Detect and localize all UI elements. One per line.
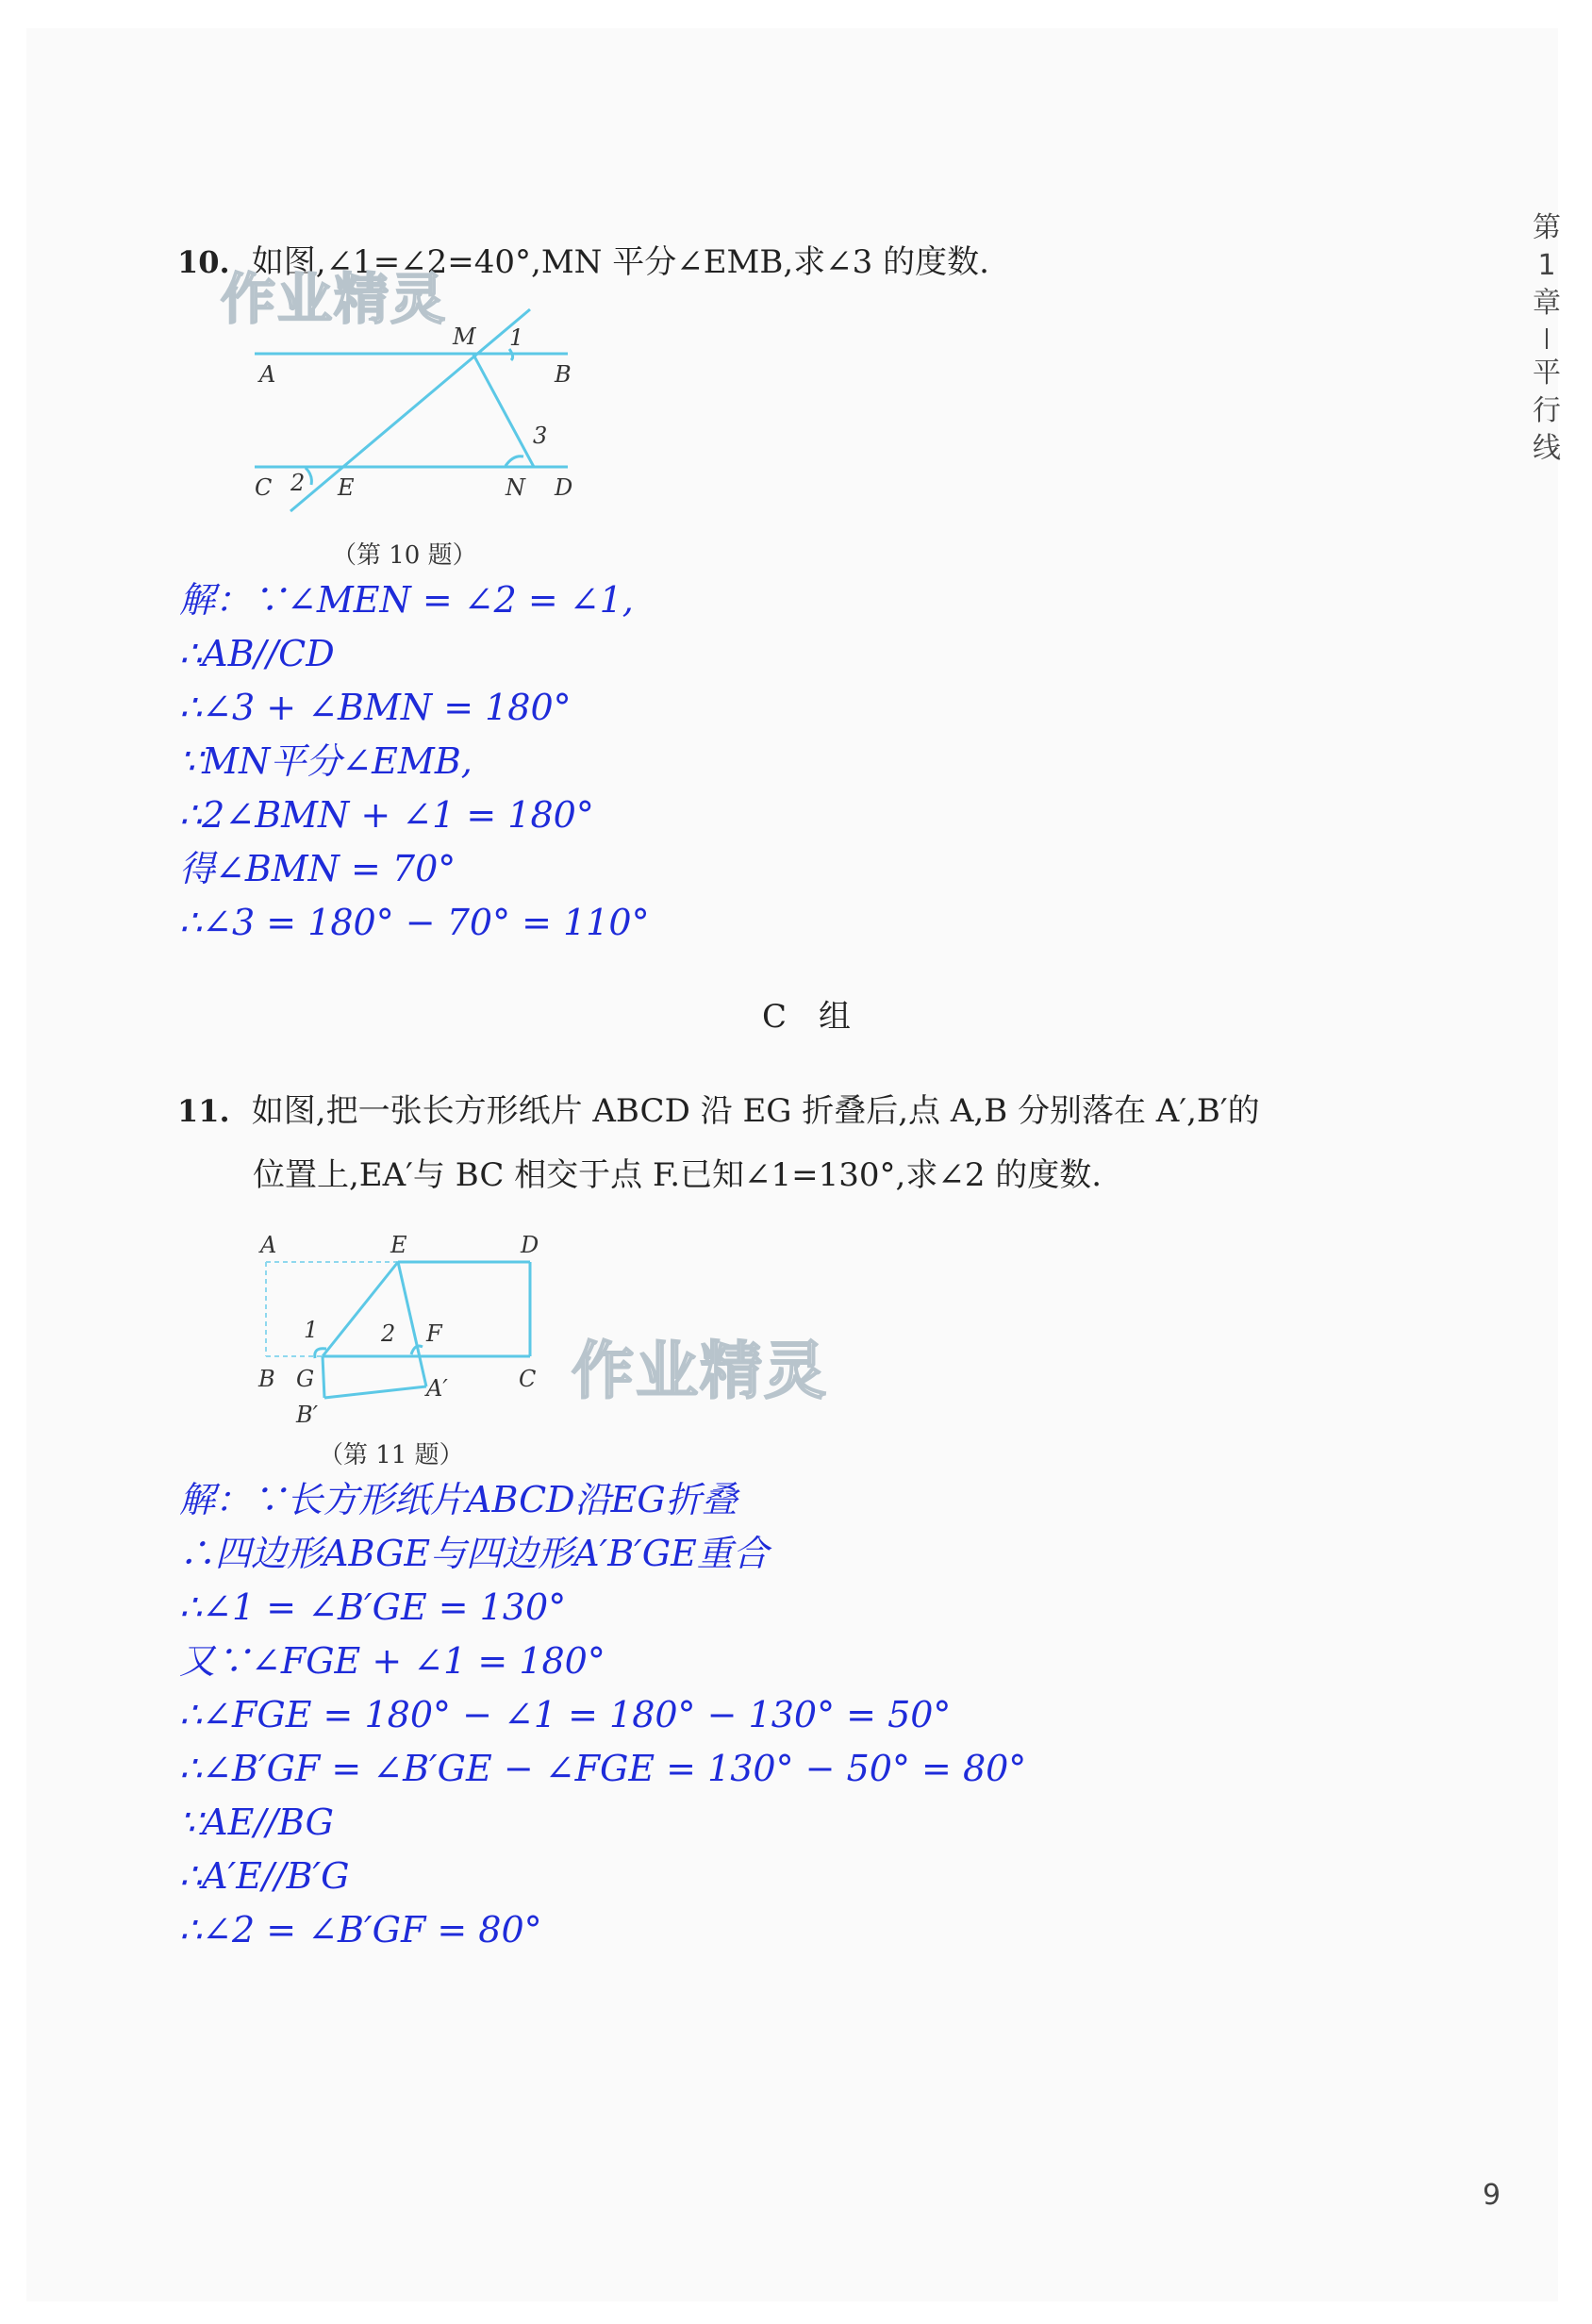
side-tab-title: 平 (1533, 357, 1561, 390)
solution-10 (179, 573, 650, 950)
figure-caption: （第 11 题） (319, 1441, 464, 1469)
label-b: B (555, 361, 572, 388)
label-d: D (555, 474, 573, 501)
page-number: 9 (1483, 2179, 1501, 2212)
figure-10 (226, 302, 604, 519)
solution-line: ∴∠2 = ∠B′GF = 80° (179, 1909, 542, 1950)
segment-mn (473, 355, 534, 467)
side-tab-title: 线 (1533, 432, 1561, 465)
group-title: C 组 (762, 998, 852, 1036)
label-d: D (521, 1232, 539, 1258)
label-n: N (506, 474, 525, 501)
line-b-prime-g (323, 1356, 324, 1398)
solution-line: ∴∠3 = 180° − 70° = 110° (179, 902, 650, 943)
side-tab-number: 1 (1537, 249, 1556, 282)
side-tab-title: 行 (1533, 394, 1561, 427)
label-c: C (255, 474, 273, 501)
label-b-prime: B′ (296, 1402, 319, 1428)
label-angle-2: 2 (381, 1320, 396, 1347)
watermark: 作业精灵 (572, 1335, 828, 1407)
solution-11 (179, 1473, 1026, 1957)
label-e: E (338, 474, 355, 501)
question-text-line2: 位置上,EA′与 BC 相交于点 F.已知∠1=130°,求∠2 的度数. (253, 1156, 1103, 1194)
transversal-em (290, 309, 530, 511)
solution-line: ∴四边形ABGE与四边形A′B′GE重合 (179, 1533, 769, 1574)
solution-line: ∴∠1 = ∠B′GE = 130° (179, 1586, 567, 1628)
label-angle-1: 1 (304, 1317, 319, 1343)
solution-line: 得∠BMN = 70° (179, 848, 456, 889)
label-a-prime: A′ (426, 1375, 448, 1402)
side-tab-char: 章 (1533, 287, 1561, 320)
line-ea-prime (398, 1262, 426, 1386)
solution-line: 又∵∠FGE + ∠1 = 180° (179, 1640, 605, 1682)
solution-line: ∴AB//CD (179, 633, 335, 674)
question-11 (177, 1085, 1260, 1131)
label-g: G (296, 1366, 315, 1392)
solution-line: ∴∠B′GF = ∠B′GE − ∠FGE = 130° − 50° = 80° (179, 1748, 1027, 1789)
label-c: C (519, 1366, 537, 1392)
chapter-side-tab (1530, 209, 1564, 468)
label-m: M (453, 324, 476, 350)
solution-line: ∴∠3 + ∠BMN = 180° (179, 687, 572, 728)
angle-2-arc (306, 468, 311, 485)
line-a-prime-b-prime (324, 1386, 426, 1398)
side-tab-char: 第 (1533, 211, 1561, 244)
solution-line: ∴∠FGE = 180° − ∠1 = 180° − 130° = 50° (179, 1694, 952, 1735)
label-e: E (390, 1232, 407, 1258)
label-angle-1: 1 (509, 324, 524, 351)
question-text: 如图,∠1=∠2=40°,MN 平分∠EMB,求∠3 的度数. (251, 243, 989, 281)
watermark: 作业精灵 (221, 267, 448, 331)
solution-line: ∴2∠BMN + ∠1 = 180° (179, 794, 594, 836)
question-number: 11. (177, 1093, 230, 1129)
label-b: B (258, 1366, 275, 1392)
solution-line: ∵MN平分∠EMB, (179, 740, 473, 782)
question-text-line1: 如图,把一张长方形纸片 ABCD 沿 EG 折叠后,点 A,B 分别落在 A′,B′的 (251, 1092, 1260, 1130)
solution-line: ∴A′E//B′G (179, 1855, 350, 1897)
label-angle-2: 2 (290, 470, 306, 496)
solution-line: ∵AE//BG (179, 1801, 334, 1843)
label-angle-3: 3 (533, 423, 548, 449)
side-tab-divider (1546, 328, 1548, 349)
angle-3-arc (506, 456, 523, 466)
figure-caption: （第 10 题） (332, 541, 477, 570)
label-a: A (260, 1232, 277, 1258)
solution-line: 解：∵长方形纸片ABCD沿EG折叠 (179, 1479, 738, 1520)
label-a: A (259, 361, 276, 388)
label-f: F (426, 1320, 442, 1347)
figure-11 (247, 1226, 558, 1434)
solution-line: 解：∵∠MEN = ∠2 = ∠1, (179, 579, 634, 621)
question-number: 10. (177, 244, 230, 280)
